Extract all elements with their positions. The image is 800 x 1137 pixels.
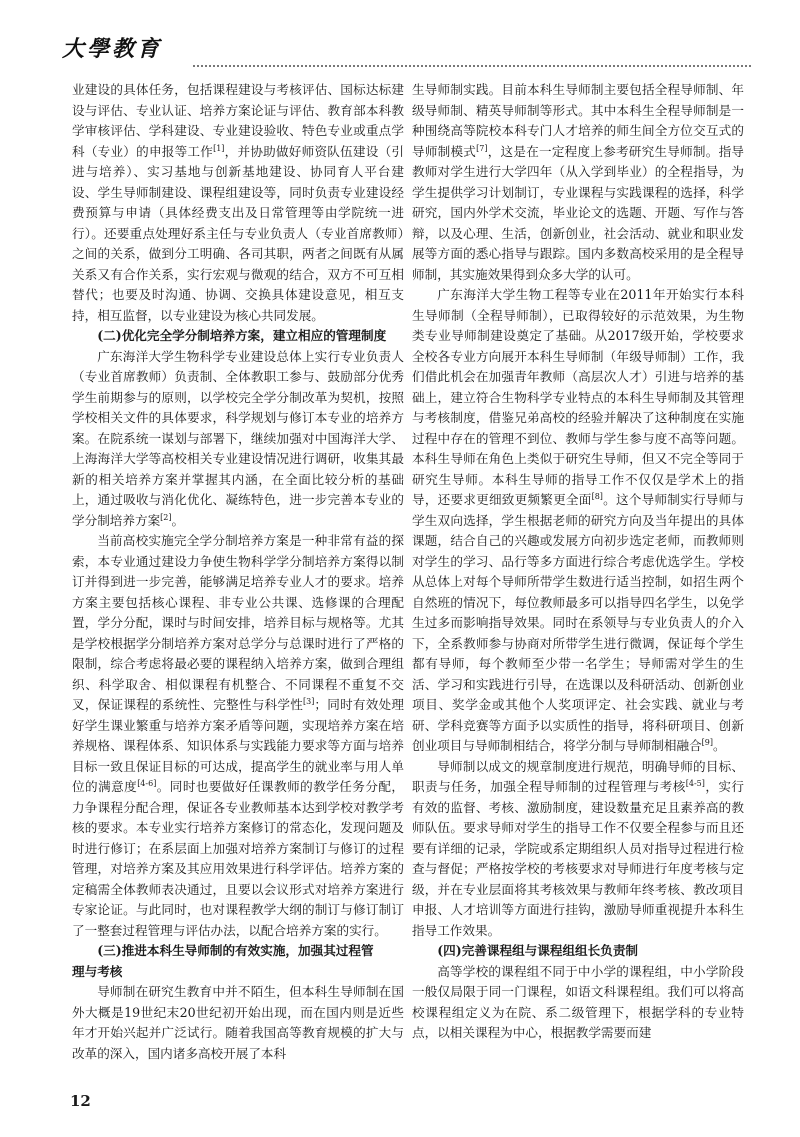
header-dotted-rule bbox=[192, 64, 752, 68]
paragraph: 广东海洋大学生物工程等专业在2011年开始实行本科生导师制（全程导师制），已取得较好的示范效果，为生物类专业导师制建设奠定了基础。从2017级开始，学校要求全校各专业方向展开本科生导师制（年级导师制）工作，我们借此机会在加强青年教师（高层次人才）引进与培养的基础上，建立符合生物科学专业特点的本科生导师制及其管理与考核制度，借鉴兄弟高校的经验并解决了这种制度在实施过程中存在的管理不到位、教师与学生参与度不高等问题。本科生导师在角色上类似于研究生导师，但又不完全等同于研究生导师。本科生导师的指导工作不仅仅是学术上的指导，还要求更细致更频繁更全面[8]。这个导师制实行导师与学生双向选择，学生根据老师的研究方向及当年提出的具体课题，结合自己的兴趣或发展方向初步选定老师，而教师则对学生的学习、品行等多方面进行综合考虑优选学生。学校从总体上对每个导师所带学生数进行适当控制，如招生两个自然班的情况下，每位教师最多可以指导四名学生，以免学生过多而影响指导效果。同时在系领导与专业负责人的介入下，全系教师参与协商对所带学生进行微调，保证每个学生都有导师，每个教师至少带一名学生；导师需对学生的生活、学习和实践进行引导，在选课以及科研活动、创新创业项目、奖学金或其他个人奖项评定、社会实践、就业与考研、学科竞赛等方面予以实质性的指导，将科研项目、创新创业项目与导师制相结合，将学分制与导师制相融合[9]。 bbox=[412, 287, 745, 753]
page-number: 12 bbox=[70, 1092, 91, 1110]
paragraph: 业建设的具体任务，包括课程建设与考核评估、国标达标建设与评估、专业认证、培养方案论证与评估、教育部本科教学审核评估、学科建设、专业建设验收、特色专业或重点学科（专业）的申报等工作[1]，并协助做好师资队伍建设（引进与培养）、实习基地与创新基地建设、协同育人平台建设、学生导师制建设、课程组建设等，同时负责专业建设经费预算与申请（具体经费支出及日常管理等由学院统一进行）。还要重点处理好系主任与专业负责人（专业首席教师）之间的关系，做到分工明确、各司其职，两者之间既有从属关系又有合作关系，实行宏观与微观的结合，双方不可互相替代；也要及时沟通、协调、交换具体建设意见，相互支持，相互监督，以专业建设为核心共同发展。 bbox=[72, 82, 405, 323]
paragraph: 生导师制实践。目前本科生导师制主要包括全程导师制、年级导师制、精英导师制等形式。其中本科生全程导师制是一种围绕高等院校本科专门人才培养的师生间全方位交互式的导师制模式[7]，这是在一定程度上参考研究生导师制。指导教师对学生进行大学四年（从入学到毕业）的全程指导，为学生提供学习计划制订，专业课程与实践课程的选择，科学研究，国内外学术交流，毕业论文的选题、开题、写作与答辩，以及心理、生活，创新创业，社会活动、就业和职业发展等方面的悉心指导与跟踪。国内多数高校采用的是全程导师制，其实施效果得到众多大学的认可。 bbox=[412, 82, 745, 282]
paragraph: 当前高校实施完全学分制培养方案是一种非常有益的探索，本专业通过建设力争使生物科学学分制培养方案得以制订并得到进一步完善，能够满足培养专业人才的要求。培养方案主要包括核心课程、非专业公共课、选修课的合理配置，学分分配，课时与时间安排，培养目标与规格等。尤其是学校根据学分制培养方案对总学分与总课时进行了严格的限制，综合考虑将最必要的课程纳入培养方案，做到合理组织、科学取舍、相似课程有机整合、不同课程不重复不交叉，保证课程的系统性、完整性与科学性[3]；同时有效处理好学生课业繁重与培养方案矛盾等问题，实现培养方案在培养规格、课程体系、知识体系与实践能力要求等方面与培养目标一致且保证目标的可达成，提高学生的就业率与用人单位的满意度[4-6]。同时也要做好任课教师的教学任务分配，力争课程分配合理，保证各专业教师基本达到学校对教学考核的要求。本专业实行培养方案修订的常态化，发现问题及时进行修订；在系层面上加强对培养方案制订与修订的过程管理，对培养方案及其应用效果进行科学评估。培养方案的定稿需全体教师表决通过，且要以会议形式对培养方案进行专家论证。与此同时，也对课程教学大纲的制订与修订制订了一整套过程管理与评估办法，以配合培养方案的实行。 bbox=[72, 533, 405, 938]
paragraph: 高等学校的课程组不同于中小学的课程组，中小学阶段一般仅局限于同一门课程，如语文科课程组。我们可以将高校课程组定义为在院、系二级管理下，根据学科的专业特点，以相关课程为中心，根据教学需要而建 bbox=[412, 963, 744, 1040]
paragraph: 导师制以成文的规章制度进行规范，明确导师的目标、职责与任务，加强全程导师制的过程管理与考核[4-5]，实行有效的监督、考核、激励制度，建设数量充足且素养高的教师队伍。要求导师对学生的指导工作不仅要全程参与而且还要有详细的记录，学院或系定期组织人员对指导过程进行检查与督促；严格按学校的考核要求对导师进行年度考核与定级，并在专业层面将其考核效果与教师年终考核、教改项目申报、人才培训等方面进行挂钩，激励导师重视提升本科生指导工作效果。 bbox=[412, 758, 745, 938]
right-column bbox=[412, 80, 744, 1044]
journal-title: 大學教育 bbox=[62, 36, 163, 62]
section-heading: (三)推进本科生导师制的有效实施，加强其过程管 bbox=[97, 943, 374, 958]
paragraph: 广东海洋大学生物科学专业建设总体上实行专业负责人（专业首席教师）负责制、全体教职工参与、鼓励部分优秀学生前期参与的原则，以学校完全学分制改革为契机，按照学校相关文件的具体要求，科学规划与修订本专业的培养方案。在院系统一谋划与部署下，继续加强对中国海洋大学、上海海洋大学等高校相关专业建设情况进行调研，收集其最新的相关培养方案并掌握其内涵，在全面比较分析的基础上，通过吸收与消化优化、凝练特色，进一步完善本专业的学分制培养方案[2]。 bbox=[72, 348, 404, 528]
section-heading-continued: 理与考核 bbox=[72, 963, 123, 979]
section-heading: (二)优化完全学分制培养方案，建立相应的管理制度 bbox=[97, 328, 387, 343]
section-heading: (四)完善课程组与课程组组长负责制 bbox=[437, 943, 639, 958]
page-header bbox=[62, 14, 752, 80]
left-column bbox=[72, 80, 404, 1064]
paragraph: 导师制在研究生教育中并不陌生，但本科生导师制在国外大概是19世纪末20世纪初开始出现，而在国内则是近些年才开始兴起并广泛试行。随着我国高等教育规模的扩大与改革的深入，国内诸多高校开展了本科 bbox=[72, 984, 404, 1061]
